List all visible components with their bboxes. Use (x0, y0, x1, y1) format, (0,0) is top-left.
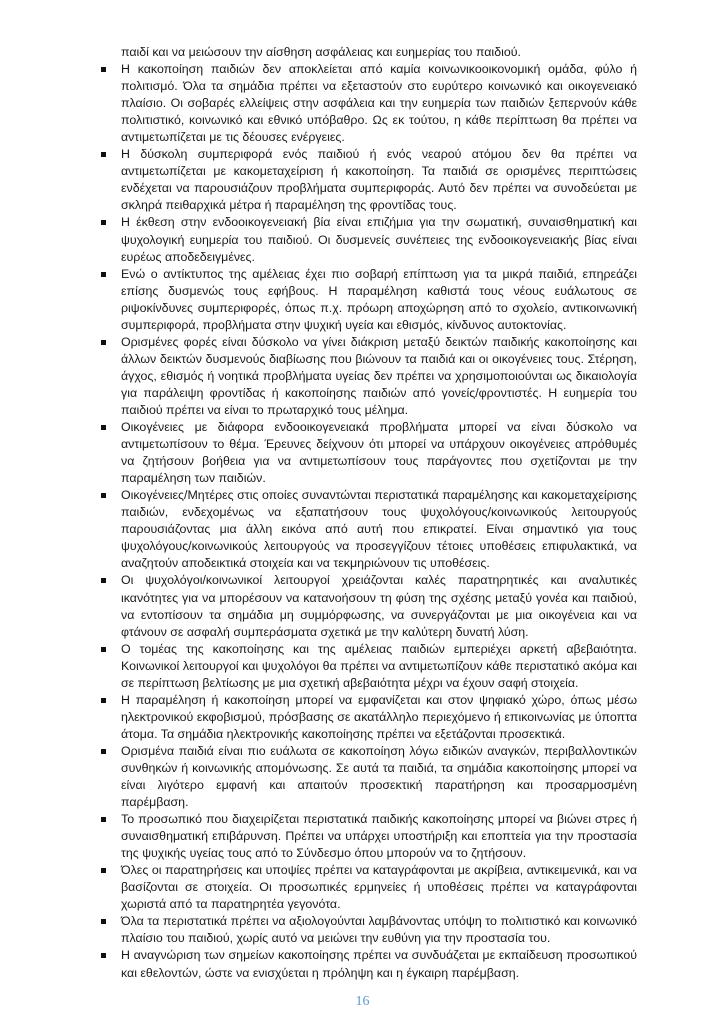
list-item-text: Ορισμένες φορές είναι δύσκολο να γίνει διάκριση μεταξύ δεικτών παιδικής κακοποίησης και άλλων δεικτών δυσμενούς διαβίωσης που βιώνουν τα παιδιά και οι οικογένειες τους. Στέρηση, άγχος, εθισμός ή νοητικά προβλήματα υγείας δεν πρέπει να χρησιμοποιούνται ως δικαιολογία για παράλειψη φροντίδας ή κακοποίησης παιδιών από γονείς/φροντιστές. Η ευημερία του παιδιού πρέπει να είναι το πρωταρχικό τους μέλημα. (121, 334, 637, 417)
list-item-text: Οικογένειες με διάφορα ενδοοικογενειακά προβλήματα μπορεί να είναι δύσκολο να αντιμετωπίσουν το θέμα. Έρευνες δείχνουν ότι μπορεί να υπάρχουν οικογένειες απρόθυμές να ζητήσουν βοήθεια για να αντιμετωπίσουν τους παράγοντες που σχετίζονται με την παραμέληση των παιδιών. (121, 420, 637, 486)
square-bullet-icon (101, 647, 106, 652)
list-item-text: Ο τομέας της κακοποίησης και της αμέλειας παιδιών εμπεριέχει αρκετή αβεβαιότητα. Κοινωνικοί λειτουργοί και ψυχολόγοι θα πρέπει να αντιμετωπίζουν κάθε περιστατικό ακόμα και σε περίπτωση βελτίωσης με μια σχετική αβεβαιότητα μέχρι να έχουν σαφή στοιχεία. (121, 641, 637, 690)
list-item-text: Ενώ ο αντίκτυπος της αμέλειας έχει πιο σοβαρή επίπτωση για τα μικρά παιδιά, επηρεάζει επίσης δυσμενώς τους εφήβους. Η παραμέληση καθιστά τους νέους ευάλωτους σε ριψοκίνδυνες συμπεριφορές, όπως π.χ. πρόωρη αποχώρηση από το σχολείο, αντικοινωνική συμπεριφορά, προβλήματα στην ψυχική υγεία και εθισμός, κίνδυνος αυτοκτονίας. (121, 266, 637, 332)
bullet-list (121, 61, 637, 982)
page-number: 16 (355, 994, 370, 1009)
list-item-text: Η αναγνώριση των σημείων κακοποίησης πρέπει να συνδυάζεται με εκπαίδευση προσωπικού και εθελοντών, ώστε να ενισχύεται η πρόληψη και η έγκαιρη παρέμβαση. (121, 948, 637, 980)
square-bullet-icon (101, 698, 106, 703)
list-item-text: Όλες οι παρατηρήσεις και υποψίες πρέπει να καταγράφονται με ακρίβεια, αντικειμενικά, και να βασίζονται σε στοιχεία. Οι προσωπικές ερμηνείες ή υποθέσεις πρέπει να καταγράφονται χωριστά από τα παρατηρητέα γεγονότα. (121, 863, 637, 912)
list-item (121, 334, 637, 419)
list-item (121, 641, 637, 692)
list-item (121, 572, 637, 640)
square-bullet-icon (101, 493, 106, 498)
list-item-text: Όλα τα περιστατικά πρέπει να αξιολογούνται λαμβάνοντας υπόψη το πολιτιστικό και κοινωνικό πλαίσιο του παιδιού, χωρίς αυτό να μειώνει την ευθύνη για την προστασία του. (121, 914, 637, 946)
square-bullet-icon (101, 272, 106, 277)
list-item (121, 146, 637, 214)
square-bullet-icon (101, 67, 106, 72)
list-item (121, 913, 637, 947)
list-item-text: Ορισμένα παιδιά είναι πιο ευάλωτα σε κακοποίηση λόγω ειδικών αναγκών, περιβαλλοντικών συνθηκών ή κοινωνικής απομόνωσης. Σε αυτά τα παιδιά, τα σημάδια κακοποίησης μπορεί να είναι λιγότερο εμφανή και απαιτούν προσεκτική παρατήρηση και προσαρμοσμένη παρέμβαση. (121, 743, 637, 810)
list-item (121, 743, 637, 811)
square-bullet-icon (101, 817, 106, 822)
square-bullet-icon (101, 340, 106, 345)
list-item-text: Η παραμέληση ή κακοποίηση μπορεί να εμφανίζεται και στον ψηφιακό χώρο, όπως μέσω ηλεκτρονικού εκφοβισμού, πρόσβασης σε ακατάλληλο περιεχόμενο ή επικοινωνίας με ύποπτα άτομα. Τα σημάδια ηλεκτρονικής κακοποίησης πρέπει να εξετάζονται προσεκτικά. (121, 692, 637, 741)
list-item-text: Οικογένειες/Μητέρες στις οποίες συναντώνται περιστατικά παραμέλησης και κακομεταχείρισης παιδιών, ενδεχομένως να εξαπατήσουν τους ψυχολόγους/κοινωνικούς λειτουργούς παρουσιάζοντας μια άλλη εικόνα από αυτή που επικρατεί. Είναι σημαντικό για τους ψυχολόγους/κοινωνικούς λειτουργούς να προσεγγίζουν τέτοιες υποθέσεις επιφυλακτικά, να αναζητούν αποδεικτικά στοιχεία και να τεκμηριώνουν τις υποθέσεις. (121, 488, 637, 571)
list-item (121, 419, 637, 487)
list-item (121, 811, 637, 862)
list-item-text: Η κακοποίηση παιδιών δεν αποκλείεται από καμία κοινωνικοοικονομική ομάδα, φύλο ή πολιτισμό. Όλα τα σημάδια πρέπει να εξεταστούν στο ευρύτερο κοινωνικό και οικογενειακό πλαίσιο. Οι σοβαρές ελλείψεις στην ασφάλεια και την ευημερία των παιδιών ξεπερνούν κάθε πολιτιστικό, κοινωνικό και εθνικό υπόβαθρο. Ως εκ τούτου, η κάθε περίπτωση θα πρέπει να αντιμετωπίζεται με τις δέουσες ενέργειες. (121, 62, 637, 145)
square-bullet-icon (101, 868, 106, 873)
list-item (121, 61, 637, 146)
list-item (121, 487, 637, 572)
list-item (121, 862, 637, 913)
list-item (121, 266, 637, 334)
square-bullet-icon (101, 152, 106, 157)
list-item-text: Το προσωπικό που διαχειρίζεται περιστατικά παιδικής κακοποίησης μπορεί να βιώνει στρες ή συναισθηματική επιβάρυνση. Πρέπει να υπάρχει υποστήριξη και εποπτεία για την προστασία της ψυχικής υγείας τους από το Σύνδεσμο όπου μπορούν να το ζητήσουν. (121, 812, 637, 861)
square-bullet-icon (101, 425, 106, 430)
page-body (121, 44, 637, 982)
list-item-text: Η έκθεση στην ενδοοικογενειακή βία είναι επιζήμια για την σωματική, συναισθηματική και ψυχολογική ευημερία του παιδιού. Οι δυσμενείς συνέπειες της ενδοοικογενειακής βίας είναι ευρέως αποδεδειγμένες. (121, 215, 637, 264)
list-item (121, 214, 637, 265)
square-bullet-icon (101, 953, 106, 958)
list-item (121, 947, 637, 981)
list-item (121, 692, 637, 743)
square-bullet-icon (101, 919, 106, 924)
list-item-text: Η δύσκολη συμπεριφορά ενός παιδιού ή ενός νεαρού ατόμου δεν θα πρέπει να αντιμετωπίζεται με κακομεταχείριση ή κακοποίηση. Τα παιδιά σε ορισμένες περιπτώσεις ενδέχεται να παρουσιάζουν προβλήματα συμπεριφοράς. Αυτό δεν πρέπει να συνοδεύεται με σκληρά πειθαρχικά μέτρα ή παραμέληση της φροντίδας τους. (121, 147, 637, 213)
continuation-paragraph: παιδί και να μειώσουν την αίσθηση ασφάλειας και ευημερίας του παιδιού. (121, 45, 521, 59)
square-bullet-icon (101, 578, 106, 583)
square-bullet-icon (101, 749, 106, 754)
list-item-text: Οι ψυχολόγοι/κοινωνικοί λειτουργοί χρειάζονται καλές παρατηρητικές και αναλυτικές ικανότητες για να μπορέσουν να κατανοήσουν τη φύση της σχέσης μεταξύ γονέα και παιδιού, να εντοπίσουν τα σημάδια μη συμμόρφωσης, να συνεργάζονται με μια οικογένεια και να φτάνουν σε ασφαλή συμπεράσματα σχετικά με την καλύτερη δυνατή λύση. (121, 573, 637, 639)
square-bullet-icon (101, 220, 106, 225)
